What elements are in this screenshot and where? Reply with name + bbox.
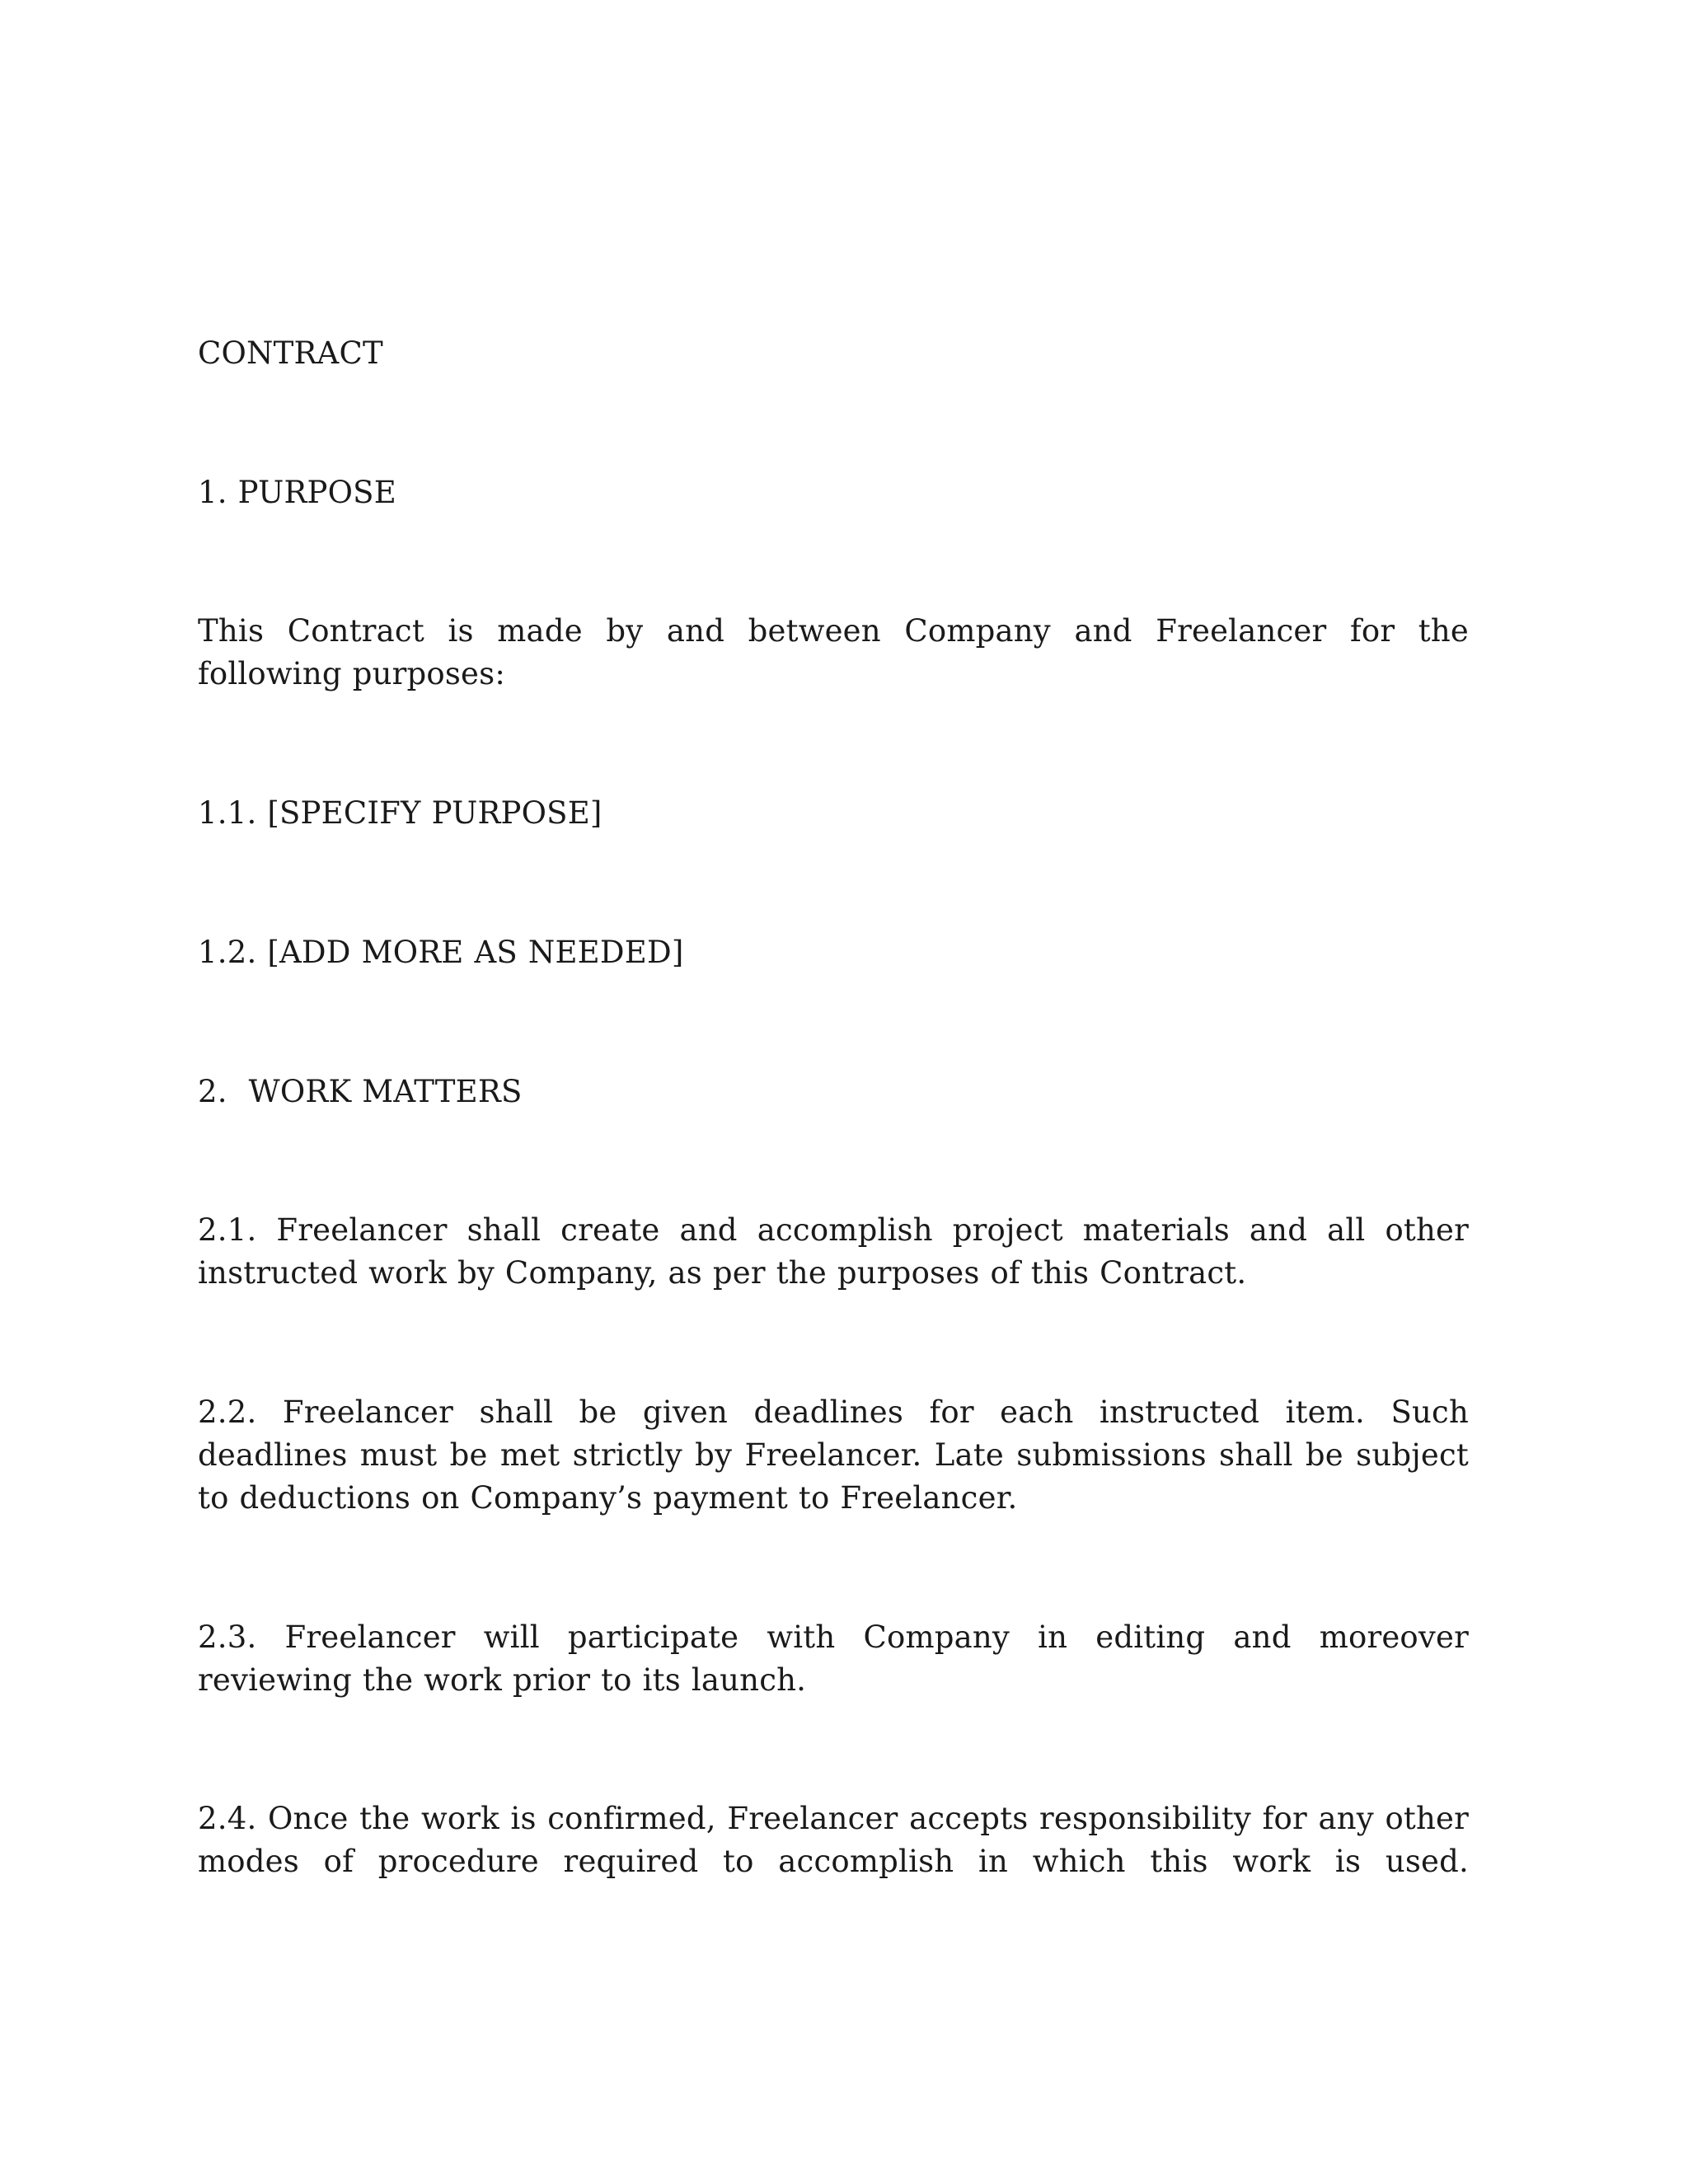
- section-heading-purpose: 1. PURPOSE: [198, 475, 396, 510]
- clause-1-2: 1.2. [ADD MORE AS NEEDED]: [198, 935, 684, 970]
- clause-2-3: 2.3. Freelancer will participate with Company in editing and moreover reviewing the work prior to its launch.: [198, 1619, 1469, 1698]
- clause-1-1: 1.1. [SPECIFY PURPOSE]: [198, 795, 603, 831]
- clause-2-4: 2.4. Once the work is confirmed, Freelancer accepts responsibility for any other modes of procedure required to accomplish in which this work is used.: [198, 1801, 1469, 1879]
- section-heading-work-matters: 2. WORK MATTERS: [198, 1074, 523, 1109]
- clause-2-1: 2.1. Freelancer shall create and accomplish project materials and all other instructed work by Company, as per the purposes of this Contract.: [198, 1212, 1469, 1291]
- document-title: CONTRACT: [198, 335, 383, 371]
- purpose-intro-paragraph: This Contract is made by and between Company and Freelancer for the following purposes:: [198, 613, 1469, 691]
- clause-2-2: 2.2. Freelancer shall be given deadlines for each instructed item. Such deadlines must be met strictly by Freelancer. Late submissions shall be subject to deductions on Company’s payment to Freelancer.: [198, 1394, 1469, 1516]
